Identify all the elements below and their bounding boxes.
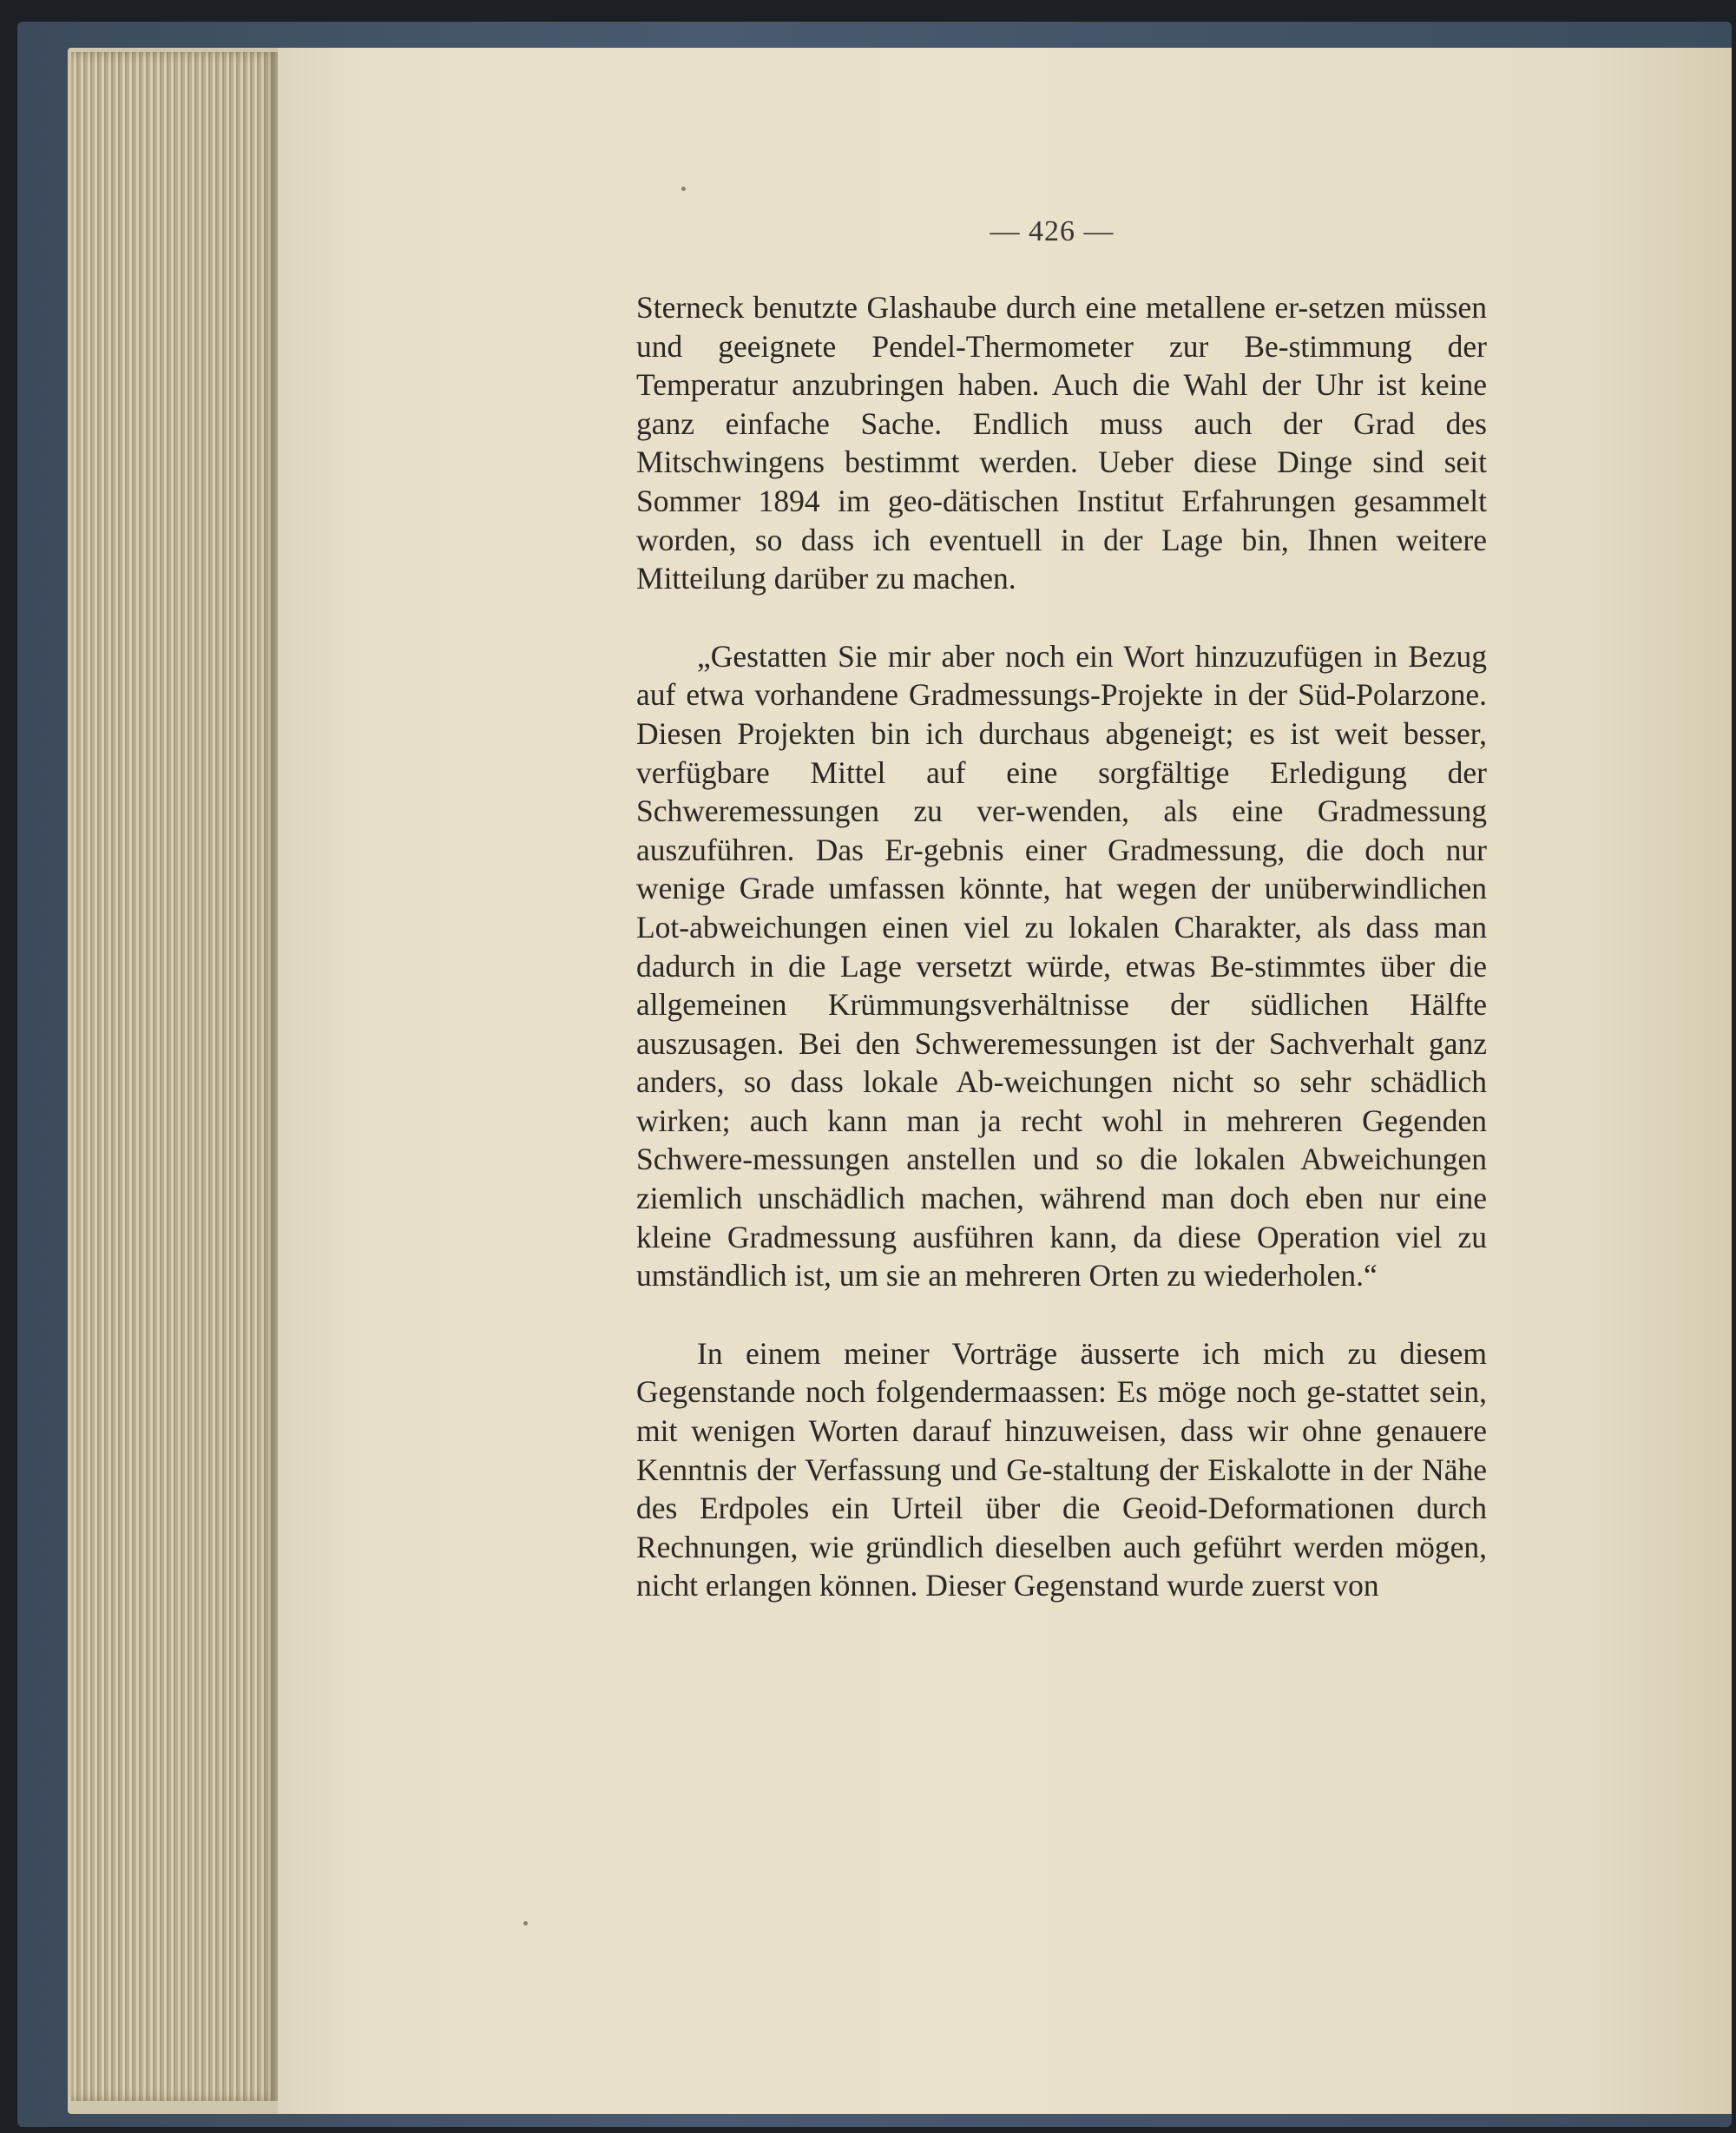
speck bbox=[681, 187, 686, 191]
paragraph: In einem meiner Vorträge äusserte ich mich zu diesem Gegenstande noch folgendermaassen: Es möge noch ge-stattet sein, mit wenigen Worten darauf hinzuweisen, dass wir ohne genauere Kenntnis der Verfassung und Ge-staltung der Eiskalotte in der Nähe des Erdpoles ein Urteil über die Geoid-Deformationen durch Rechnungen, wie gründlich dieselben auch geführt werden mögen, nicht erlangen können. Dieser Gegenstand wurde zuerst von bbox=[636, 1335, 1487, 1603]
paragraph: „Gestatten Sie mir aber noch ein Wort hinzuzufügen in Bezug auf etwa vorhandene Gradmessungs-Projekte in der Süd-Polarzone. Diesen Projekten bin ich durchaus abgeneigt; es ist weit besser, verfügbare Mittel auf eine sorgfältige Erledigung der Schweremessungen zu ver-wenden, als eine Gradmessung auszuführen. Das Er-gebnis einer Gradmessung, die doch nur wenige Grade umfassen könnte, hat wegen der unüberwindlichen Lot-abweichungen einen viel zu lokalen Charakter, als dass man dadurch in die Lage versetzt würde, etwas Be-stimmtes über die allgemeinen Krümmungsverhältnisse der südlichen Hälfte auszusagen. Bei den Schweremessungen ist der Sachverhalt ganz anders, so dass lokale Ab-weichungen nicht so sehr schädlich wirken; auch kann man ja recht wohl in mehreren Gegenden Schwere-messungen anstellen und so die lokalen Abweichungen ziemlich unschädlich machen, während man doch eben nur eine kleine Gradmessung ausführen kann, da diese Operation viel zu umständlich ist, um sie an mehreren Orten zu wiederholen.“ bbox=[636, 638, 1487, 1294]
speck bbox=[523, 1921, 528, 1926]
body-text bbox=[636, 288, 1487, 1605]
paragraph: Sterneck benutzte Glashaube durch eine metallene er-setzen müssen und geeignete Pendel-Thermometer zur Be-stimmung der Temperatur anzubringen haben. Auch die Wahl der Uhr ist keine ganz einfache Sache. Endlich muss auch der Grad des Mitschwingens bestimmt werden. Ueber diese Dinge sind seit Sommer 1894 im geo-dätischen Institut Erfahrungen gesammelt worden, so dass ich eventuell in der Lage bin, Ihnen weitere Mitteilung darüber zu machen. bbox=[636, 290, 1487, 596]
page-edges bbox=[71, 52, 279, 2101]
page-number: — 426 — bbox=[990, 215, 1115, 247]
